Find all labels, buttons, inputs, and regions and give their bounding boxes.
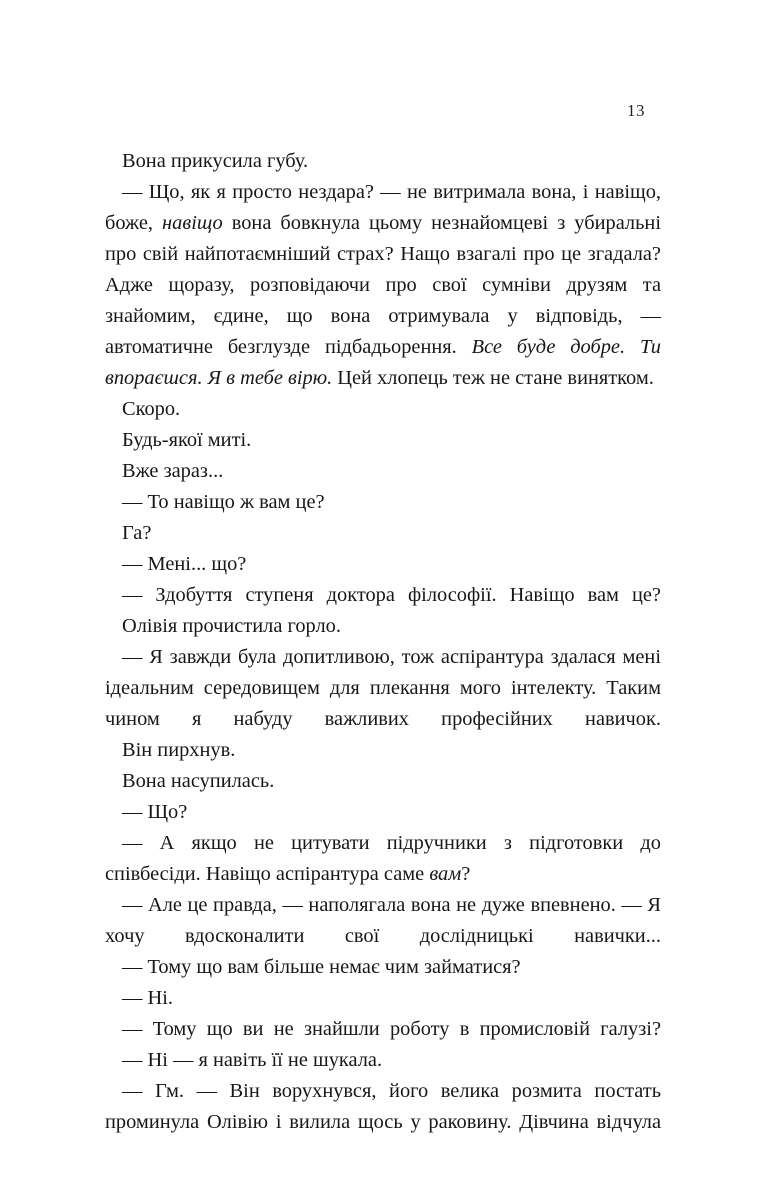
body-paragraph [105, 797, 661, 828]
body-paragraph [105, 983, 661, 1014]
text-run: — Ні — я навіть її не шукала. [122, 1049, 383, 1071]
text-run: — Здобуття ступеня доктора філософії. Навіщо вам це? [122, 584, 661, 606]
text-run: — Мені... що? [122, 553, 247, 575]
body-paragraph [105, 766, 661, 797]
text-run: — Що? [122, 801, 188, 823]
body-paragraph [105, 890, 661, 952]
emphasis-run: навіщо [162, 212, 223, 234]
body-paragraph [105, 1076, 661, 1138]
text-run: Вже зараз... [122, 460, 224, 482]
text-run: — Гм. — Він ворухнувся, його велика розмита постать проминула Олівію і вилила щось у раковину. Дівчина відчула [105, 1080, 661, 1133]
body-paragraph [105, 1045, 661, 1076]
emphasis-run: Все буде добре. Ти впораєшся. Я в тебе вірю. [105, 336, 661, 389]
text-run: — Тому що вам більше немає чим займатися? [122, 956, 521, 978]
body-paragraph [105, 1014, 661, 1045]
body-paragraph [105, 611, 661, 642]
body-paragraph [105, 518, 661, 549]
body-paragraph [105, 394, 661, 425]
text-run: — Ні. [122, 987, 173, 1009]
text-run: Цей хлопець теж не стане винятком. [332, 367, 654, 389]
text-run: — То навіщо ж вам це? [122, 491, 325, 513]
text-run: Га? [122, 522, 152, 544]
body-paragraph [105, 177, 661, 394]
body-paragraph [105, 487, 661, 518]
text-run: — Я завжди була допитливою, тож аспірантура здалася мені ідеальним середовищем для плекання мого інтелекту. Таким чином я набуду важливих професійних навичок. [105, 646, 661, 730]
body-paragraph [105, 735, 661, 766]
body-paragraph [105, 580, 661, 611]
emphasis-run: вам [429, 863, 462, 885]
page-number: 13 [627, 101, 645, 120]
body-text-block [105, 146, 661, 1138]
body-paragraph [105, 828, 661, 890]
text-run: Вона насупилась. [122, 770, 275, 792]
body-paragraph [105, 456, 661, 487]
body-paragraph [105, 146, 661, 177]
text-run: ? [461, 863, 471, 885]
text-run: Скоро. [122, 398, 181, 420]
text-run: Будь-якої миті. [122, 429, 252, 451]
body-paragraph [105, 425, 661, 456]
text-run: — Що, як я просто нездара? — не витримала вона, і навіщо, боже, [105, 181, 661, 234]
text-run: — А якщо не цитувати підручники з підготовки до співбесіди. Навіщо аспірантура саме [105, 832, 661, 885]
text-run: Вона прикусила губу. [122, 150, 309, 172]
body-paragraph [105, 549, 661, 580]
text-run: Олівія прочистила горло. [122, 615, 341, 637]
text-run: — Тому що ви не знайшли роботу в промисловій галузі? [122, 1018, 661, 1040]
text-run: Він пирхнув. [122, 739, 236, 761]
body-paragraph [105, 642, 661, 735]
text-run: — Але це правда, — наполягала вона не дуже впевнено. — Я хочу вдосконалити свої дослідницькі навички... [105, 894, 661, 947]
text-run: вона бовкнула цьому незнайомцеві з убиральні про свій найпотаємніший страх? Нащо взагалі про це згадала? Адже щоразу, розповідаючи про свої сумніви друзям та знайомим, єдине, що вона отримувала у відповідь, — автоматичне безглузде підбадьорення. [105, 212, 661, 358]
body-paragraph [105, 952, 661, 983]
